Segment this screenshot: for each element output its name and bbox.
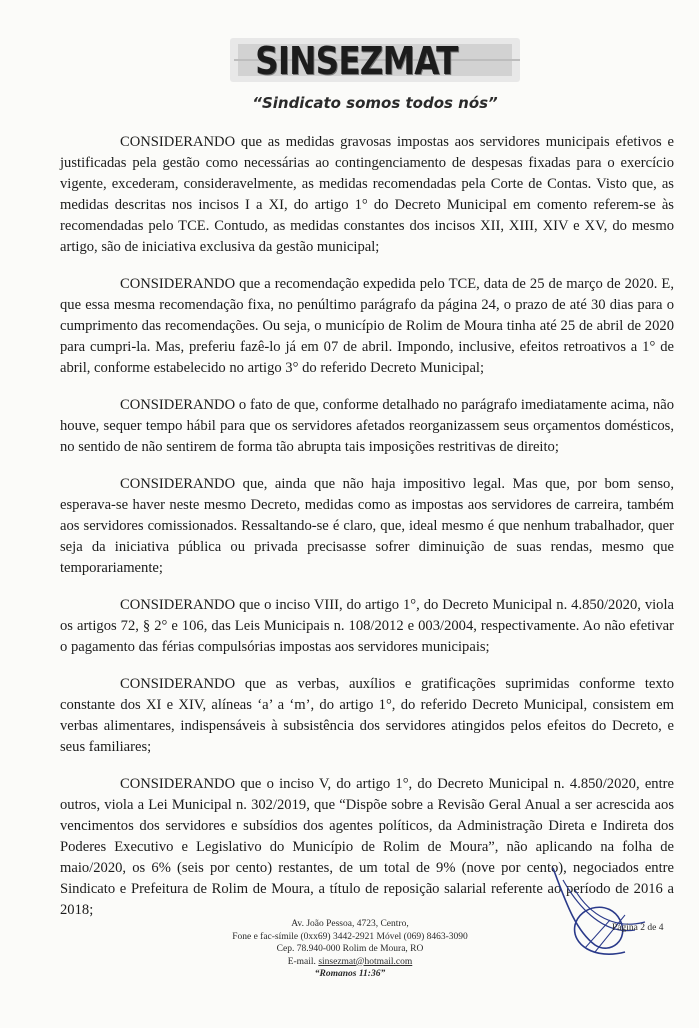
footer-address: Av. João Pessoa, 4723, Centro, — [291, 919, 409, 929]
paragraph: CONSIDERANDO que o inciso VIII, do artigo 1°, do Decreto Municipal n. 4.850/2020, viola os artigos 72, § 2° e 106, das Leis Municipais n. 108/2012 e 003/2004, respectivamente. Ao não efetivar o pagamento das férias compulsórias impostas aos servidores municipais; — [60, 597, 674, 655]
slogan: “Sindicato somos todos nós” — [252, 94, 498, 112]
footer-email-link[interactable]: sinsezmat@hotmail.com — [318, 956, 413, 967]
footer-cep: Cep. 78.940-000 Rolim de Moura, RO — [276, 944, 424, 954]
paragraph: CONSIDERANDO que a recomendação expedida pelo TCE, data de 25 de março de 2020. E, que essa mesma recomendação fixa, no penúltimo parágrafo da página 24, o prazo de até 30 dias para o cumprimento das recomendações. Ou seja, o município de Rolim de Moura tinha até 25 de abril de 2020 para cumpri-la. Mas, preferiu fazê-lo já em 07 de abril. Impondo, inclusive, efeitos retroativos a 1° de abril, conforme estabelecido no artigo 3° do referido Decreto Municipal; — [60, 276, 674, 376]
union-logo — [228, 30, 528, 90]
document-body — [60, 132, 674, 937]
footer — [200, 918, 500, 981]
paragraph: CONSIDERANDO que o inciso V, do artigo 1°, do Decreto Municipal n. 4.850/2020, entre outros, viola a Lei Municipal n. 302/2019, que “Dispõe sobre a Revisão Geral Anual a ser acrescida aos vencimentos dos servidores e subsídios dos agentes políticos, da Administração Direta e Indireta dos Poderes Executivo e Legislativo do Município de Rolim de Moura”, não aplicando na folha de maio/2020, os 6% (seis por cento) restantes, de um total de 9% (nove por cento), negociados entre Sindicato e Prefeitura de Rolim de Moura, a título de reposição salarial referente ao período de 2016 a 2018; — [60, 776, 674, 918]
footer-verse: “Romanos 11:36” — [314, 969, 386, 979]
paragraph: CONSIDERANDO que as verbas, auxílios e gratificações suprimidas conforme texto constante dos XI e XIV, alíneas ‘a’ a ‘m’, do artigo 1°, do referido Decreto Municipal, consistem em verbas alimentares, indispensáveis à subsistência dos servidores atingidos pelos efeitos do Decreto, e seus familiares; — [60, 676, 674, 755]
signature-scribble — [535, 860, 655, 970]
paragraph: CONSIDERANDO que as medidas gravosas impostas aos servidores municipais efetivos e justificadas pela gestão como necessárias ao contingenciamento de despesas fixadas para o exercício vigente, excederam, consideravelmente, as medidas recomendadas pela Corte de Contas. Visto que, as medidas descritas nos incisos I a XI, do artigo 1° do Decreto Municipal em comento referem-se às recomendadas pelo TCE. Contudo, as medidas constantes dos incisos XII, XIII, XIV e XV, do mesmo artigo, são de iniciativa exclusiva da gestão municipal; — [60, 134, 674, 255]
footer-phones: Fone e fac-símile (0xx69) 3442-2921 Móvel (069) 8463-3090 — [232, 931, 468, 942]
footer-email-label: E-mail. — [287, 956, 316, 967]
paragraph: CONSIDERANDO o fato de que, conforme detalhado no parágrafo imediatamente acima, não houve, sequer tempo hábil para que os servidores afetados reorganizassem seus orçamentos domésticos, no sentido de não sentirem de forma tão abrupta tais imposições restritivas de direito; — [60, 397, 674, 455]
footer-email-line — [200, 956, 500, 969]
logo-text: SINSEZMAT — [255, 39, 458, 83]
paragraph: CONSIDERANDO que, ainda que não haja impositivo legal. Mas que, por bom senso, esperava-se haver neste mesmo Decreto, medidas como as impostas aos servidores de carreira, também aos servidores comissionados. Ressaltando-se é claro, que, ideal mesmo é que nenhum trabalhador, quer seja da iniciativa pública ou privada precisasse sofrer diminuição de suas rendas, mesmo que temporariamente; — [60, 476, 674, 576]
page-number: Página 2 de 4 — [612, 923, 664, 933]
